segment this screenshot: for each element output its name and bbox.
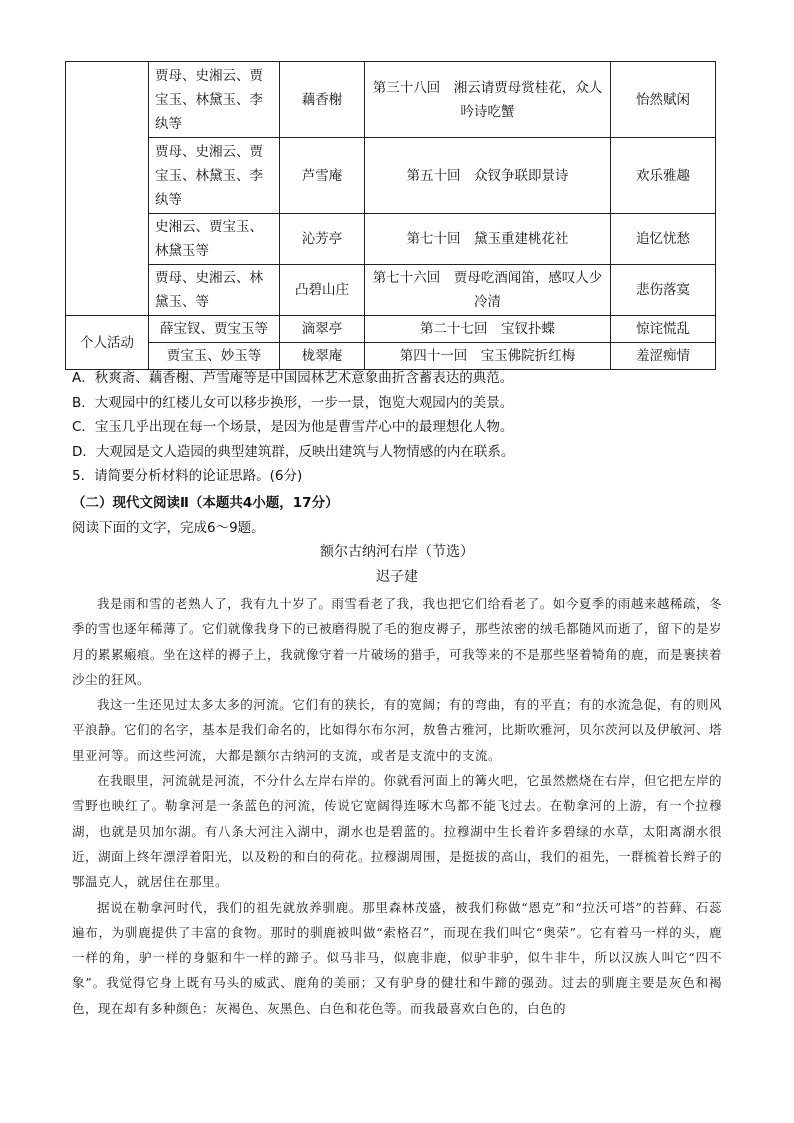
people-cell: 贾母、史湘云、贾宝玉、林黛玉、李纨等 — [149, 62, 280, 138]
option-d: D．大观园是文人造园的典型建筑群，反映出建筑与人物情感的内在联系。 — [72, 443, 515, 460]
table-row — [66, 265, 716, 316]
section-heading: （二）现代文阅读Ⅱ（本题共4小题，17分） — [72, 495, 339, 511]
people-cell: 贾宝玉、妙玉等 — [149, 343, 280, 370]
paragraph: 我是雨和雪的老熟人了，我有九十岁了。雨雪看老了我，我也把它们给看老了。如今夏季的雨越来越稀疏，冬季的雪也逐年稀薄了。它们就像我身下的已被磨得脱了毛的狍皮褥子，那些浓密的绒毛都随风而逝了，留下的是岁月的累累瘢痕。坐在这样的褥子上，我就像守着一片破场的猎手，可我等来的不是那些坚着犄角的鹿，而是裹挟着沙尘的狂风。 — [72, 596, 723, 687]
activity-table — [65, 61, 716, 370]
table-row — [66, 62, 716, 138]
people-cell: 薛宝钗、贾宝玉等 — [149, 316, 280, 343]
place-cell: 栊翠庵 — [280, 343, 365, 370]
question-5: 5．请简要分析材料的论证思路。(6分) — [72, 468, 303, 484]
article-title: 额尔古纳河右岸（节选） — [320, 544, 474, 560]
table-row — [66, 316, 716, 343]
article-author: 迟子建 — [376, 569, 418, 585]
mood-cell: 悲伤落寞 — [611, 265, 716, 316]
option-b: B．大观园中的红楼儿女可以移步换形，一步一景，饱览大观园内的美景。 — [72, 394, 514, 411]
paragraph: 在我眼里，河流就是河流，不分什么左岸右岸的。你就看河面上的篝火吧，它虽然燃烧在右岸，但它把左岸的雪野也映红了。勒拿河是一条蓝色的河流，传说它宽阔得连啄木鸟都不能飞过去。在勒拿河的上游，有一个拉穆湖，也就是贝加尔湖。有八条大河注入湖中，湖水也是碧蓝的。拉穆湖中生长着许多碧绿的水草，太阳离湖水很近，湖面上终年漂浮着阳光，以及粉的和白的荷花。拉穆湖周围，是挺拔的高山，我们的祖先，一群梳着长辫子的鄂温克人，就居住在那里。 — [72, 773, 723, 890]
paragraph: 据说在勒拿河时代，我们的祖先就放养驯鹿。那里森林茂盛，被我们称做“恩克”和“拉沃可塔”的苔藓、石蕊遍布，为驯鹿提供了丰富的食物。那时的驯鹿被叫做“索格召”，而现在我们叫它“奥荣”。它有着马一样的头，鹿一样的角，驴一样的身躯和牛一样的蹄子。似马非马，似鹿非鹿，似驴非驴，似牛非牛，所以汉族人叫它“四不象”。我觉得它身上既有马头的威武、鹿角的美丽；又有驴身的健壮和牛蹄的强劲。过去的驯鹿主要是灰色和褐色，现在却有多种颜色：灰褐色、灰黑色、白色和花色等。而我最喜欢白色的，白色的 — [72, 899, 722, 1016]
people-cell: 贾母、史湘云、贾宝玉、林黛玉、李纨等 — [149, 138, 280, 214]
mood-cell: 惊诧慌乱 — [611, 316, 716, 343]
place-cell: 凸碧山庄 — [280, 265, 365, 316]
mood-cell: 羞涩痴情 — [611, 343, 716, 370]
chapter-cell: 第五十回 众钗争联即景诗 — [365, 138, 611, 214]
option-c: C．宝玉几乎出现在每一个场景，是因为他是曹雪芹心中的最理想化人物。 — [72, 419, 514, 435]
people-cell: 史湘云、贾宝玉、林黛玉等 — [149, 214, 280, 265]
place-cell: 藕香榭 — [280, 62, 365, 138]
answer-options — [72, 366, 722, 489]
table-row — [66, 138, 716, 214]
place-cell: 芦雪庵 — [280, 138, 365, 214]
group-cell-empty — [66, 62, 149, 316]
mood-cell: 追忆忧愁 — [611, 214, 716, 265]
paragraph: 我这一生还见过太多太多的河流。它们有的狭长，有的宽阔；有的弯曲，有的平直；有的水流急促，有的则风平浪静。它们的名字，基本是我们命名的，比如得尔布尔河，敖鲁古雅河，比斯吹雅河，贝尔茨河以及伊敏河、塔里亚河等。而这些河流，大都是额尔古纳河的支流，或者是支流中的支流。 — [72, 697, 723, 763]
table-row — [66, 214, 716, 265]
chapter-cell: 第二十七回 宝钗扑蝶 — [365, 316, 611, 343]
people-cell: 贾母、史湘云、林黛玉、等 — [149, 265, 280, 316]
reading-instruction: 阅读下面的文字，完成6～9题。 — [72, 520, 265, 536]
chapter-cell: 第三十八回 湘云请贾母赏桂花，众人吟诗吃蟹 — [365, 62, 611, 138]
chapter-cell: 第七十回 黛玉重建桃花社 — [365, 214, 611, 265]
group-label-cell: 个人活动 — [66, 316, 149, 370]
place-cell: 沁芳亭 — [280, 214, 365, 265]
mood-cell: 欢乐雅趣 — [611, 138, 716, 214]
option-a: A．秋爽斋、藕香榭、芦雪庵等是中国园林艺术意象曲折含蓄表达的典范。 — [72, 370, 514, 386]
mood-cell: 怡然赋闲 — [611, 62, 716, 138]
chapter-cell: 第四十一回 宝玉佛院折红梅 — [365, 343, 611, 370]
article-body — [72, 591, 722, 1021]
place-cell: 滴翠亭 — [280, 316, 365, 343]
chapter-cell: 第七十六回 贾母吃酒闻笛，感叹人少冷清 — [365, 265, 611, 316]
